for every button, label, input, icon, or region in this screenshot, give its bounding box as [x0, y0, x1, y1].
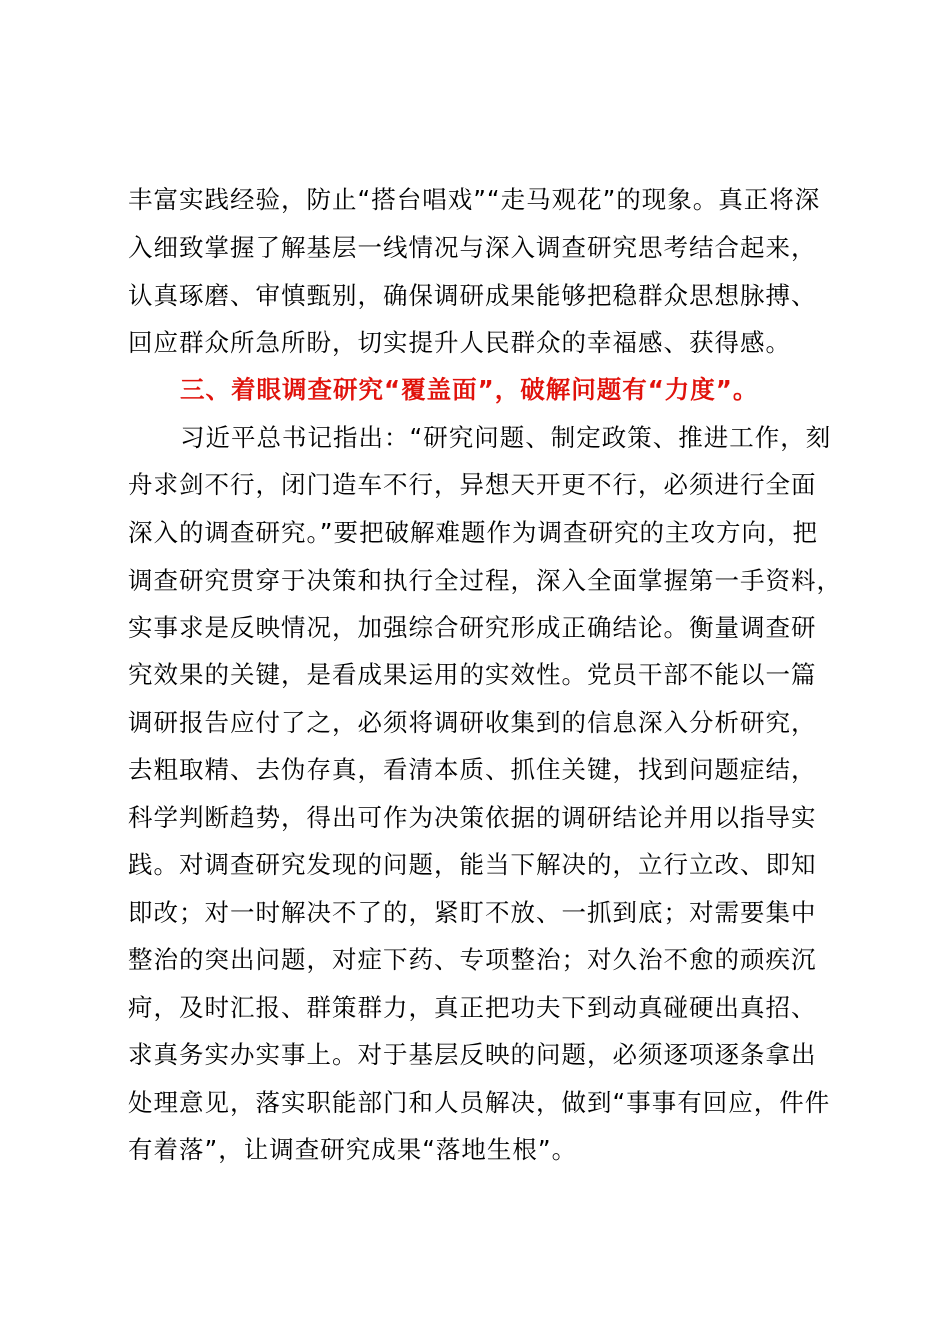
paragraph-line: 丰富实践经验，防止“搭台唱戏”“走马观花”的现象。真正将深	[128, 185, 821, 214]
paragraph-line: 疴，及时汇报、群策群力，真正把功夫下到动真碰硬出真招、	[128, 993, 817, 1022]
paragraph-line: 即改；对一时解决不了的，紧盯不放、一抓到底；对需要集中	[128, 898, 817, 927]
paragraph-line: 整治的突出问题，对症下药、专项整治；对久治不愈的顽疾沉	[128, 945, 817, 974]
paragraph-line: 舟求剑不行，闭门造车不行，异想天开更不行，必须进行全面	[128, 470, 817, 499]
paragraph-line: 科学判断趋势，得出可作为决策依据的调研结论并用以指导实	[128, 803, 817, 832]
section-heading: 三、着眼调查研究“覆盖面”，破解问题有“力度”。	[180, 375, 759, 404]
paragraph-line: 践。对调查研究发现的问题，能当下解决的，立行立改、即知	[128, 850, 817, 879]
paragraph-line: 习近平总书记指出：“研究问题、制定政策、推进工作，刻	[180, 423, 832, 452]
paragraph-line: 深入的调查研究。”要把破解难题作为调查研究的主攻方向，把	[128, 518, 818, 547]
paragraph-line: 求真务实办实事上。对于基层反映的问题，必须逐项逐条拿出	[128, 1040, 817, 1069]
paragraph-line: 有着落”，让调查研究成果“落地生根”。	[128, 1135, 578, 1164]
paragraph-line: 认真琢磨、审慎甄别，确保调研成果能够把稳群众思想脉搏、	[128, 281, 817, 310]
paragraph-line: 入细致掌握了解基层一线情况与深入调查研究思考结合起来，	[128, 233, 817, 262]
paragraph-line: 实事求是反映情况，加强综合研究形成正确结论。衡量调查研	[128, 613, 817, 642]
paragraph-line: 处理意见，落实职能部门和人员解决，做到“事事有回应，件件	[128, 1088, 831, 1117]
paragraph-line: 调查研究贯穿于决策和执行全过程，深入全面掌握第一手资料，	[128, 566, 842, 595]
paragraph-line: 去粗取精、去伪存真，看清本质、抓住关键，找到问题症结，	[128, 755, 817, 784]
paragraph-line: 究效果的关键，是看成果运用的实效性。党员干部不能以一篇	[128, 660, 817, 689]
paragraph-line: 回应群众所急所盼，切实提升人民群众的幸福感、获得感。	[128, 328, 791, 357]
paragraph-line: 调研报告应付了之，必须将调研收集到的信息深入分析研究，	[128, 708, 817, 737]
